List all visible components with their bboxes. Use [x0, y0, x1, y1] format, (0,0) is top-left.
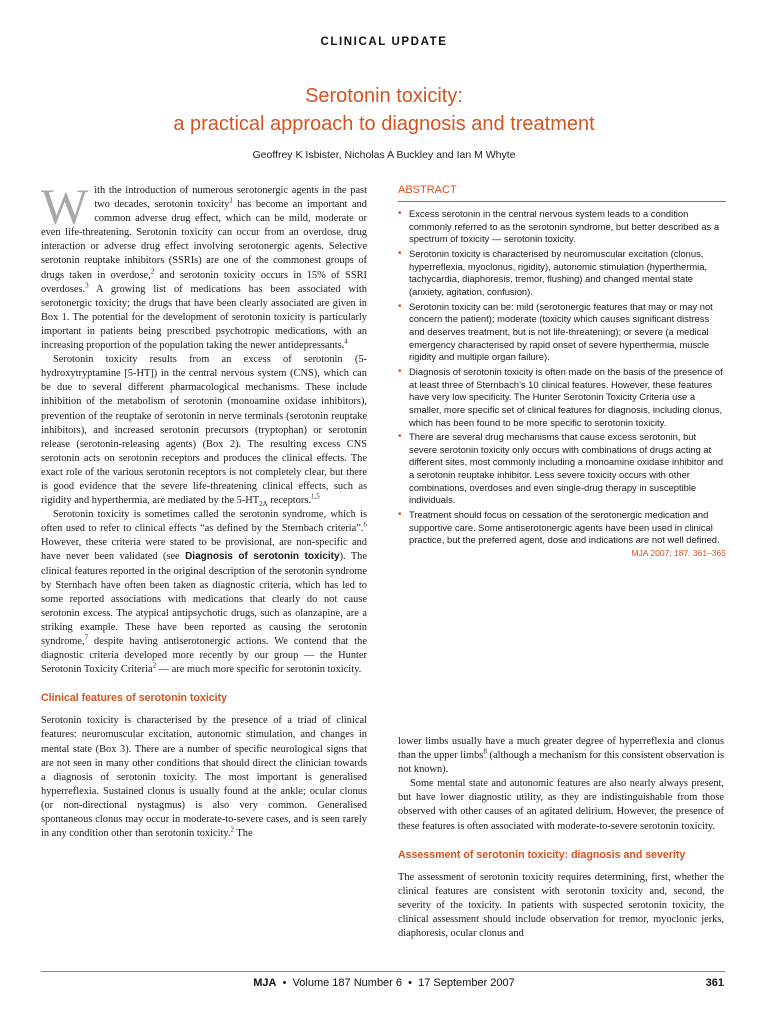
abstract-citation: MJA 2007; 187: 361–365: [631, 548, 726, 559]
ref: 8: [483, 747, 487, 756]
authors: Geoffrey K Isbister, Nicholas A Buckley and Ian M Whyte: [252, 149, 516, 161]
abstract-bullet: • Excess serotonin in the central nervous system leads to a condition commonly referred to as the serotonin syndrome, but better described as a spectrum of toxicity — serotonin toxicity.: [398, 208, 726, 246]
ref: 1,5: [310, 492, 320, 501]
ref: 7: [84, 633, 89, 642]
ref: 3: [85, 281, 89, 290]
abstract-box: [398, 184, 726, 558]
ref: 2: [150, 267, 155, 276]
abstract-list: [398, 208, 726, 547]
ref: 2: [230, 825, 234, 834]
abstract-bullet: • Treatment should focus on cessation of the serotonergic medication and supportive care. Some antiserotonergic agents have been used in clinical practice, but the preferred agent, dose and indications are not well defined.: [398, 509, 726, 547]
page-number: 361: [705, 977, 724, 989]
subheading-clinical-features: Clinical features of serotonin toxicity: [41, 692, 228, 705]
abstract-heading: ABSTRACT: [398, 184, 457, 196]
paragraph-limbs: lower limbs usually have a much greater degree of hyperreflexia and clonus than the upper limbs$^8$ (although a mechanism for this consistent observation is not known).: [398, 736, 724, 776]
paragraph-mental-state: Some mental state and autonomic features are also nearly always present, but have lower diagnostic utility, as they are indistinguishable from those observed with other causes of an agitated delirium. However, the presence of these features is often associated with moderate-to-severe serotonin toxicity.: [398, 778, 724, 832]
title-line-2: a practical approach to diagnosis and treatment: [173, 113, 595, 135]
cross-reference-link[interactable]: Diagnosis of serotonin toxicity: [185, 551, 340, 563]
title-line-1: Serotonin toxicity:: [305, 85, 463, 107]
right-column: [398, 735, 724, 941]
footer-bullet: •: [282, 977, 287, 989]
paragraph-sternbach: Serotonin toxicity is sometimes called the serotonin syndrome, which is often used to refer to clinical effects “as defined by the Sternbach criteria”.$^6$ However, these criteria were stated to be provisional, are non-specific and have never been validated (see Diagnosis of serotonin toxicity). The clinical features reported in the original description of the serotonin syndrome by Sternbach have often been taken as diagnostic criteria, which has led to some reported associations with medications that clearly do not cause serotonin excess. The atypical antipsychotic drugs, such as olanzapine, are a striking example. These have been reported as causing the serotonin syndrome,$^7$ despite having antiserotonergic actions. We contend that the diagnostic criteria developed more recently by our group — the Hunter Serotonin Toxicity Criteria$^2$ — are much more specific for serotonin toxicity.: [41, 509, 367, 676]
paragraph-clinical-features: Serotonin toxicity is characterised by the presence of a triad of clinical features: neuromuscular excitation, autonomic stimulation, and changes in mental state (Box 3). There are a number of specific neurological signs that are not seen in many other conditions that should direct the clinician towards a diagnosis of serotonin toxicity. The most important is generalised hyperreflexia. Sustained clonus is usually found at the ankle; ocular clonus (or non-directional nystagmus) is also very common. Generalised spontaneous clonus may occur in moderate-to-severe cases, and is seen rarely in any condition other than serotonin toxicity.$^2$ The: [41, 715, 367, 840]
article-title: [0, 82, 768, 138]
footer-divider: [41, 971, 725, 972]
drop-cap: W: [41, 178, 89, 234]
abstract-bullet: • Serotonin toxicity is characterised by neuromuscular excitation (clonus, hyperreflexia, myoclonus, rigidity), autonomic stimulation (hyperthermia, tachycardia, diaphoresis, tremor, flushing) and changed mental state (anxiety, agitation, confusion).: [398, 248, 726, 299]
abstract-bullet: • Serotonin toxicity can be: mild (serotonergic features that may or may not concern the patient); moderate (toxicity which causes significant distress and deserves treatment, but is not life-threatening); or severe (a medical emergency characterised by rapid onset of severe hyperthermia, muscle rigidity and multiple organ failure).: [398, 301, 726, 364]
issue-date: 17 September 2007: [418, 977, 515, 989]
ref: 4: [344, 337, 348, 346]
volume-info: Volume 187 Number 6: [292, 977, 403, 989]
ref: 6: [363, 520, 367, 529]
paragraph-intro: With the introduction of numerous serotonergic agents in the past two decades, serotonin toxicity$^1$ has become an important and common adverse drug effect, which can be mild, moderate or even life-threatening. Serotonin toxicity can occur from an overdose, drug interaction or adverse drug effect involving serotonergic agents. Selective serotonin reuptake inhibitors (SSRIs) are one of the commonest groups of drugs taken in overdose,$^2$ and serotonin toxicity occurs in 15% of SSRI overdoses.$^3$ A growing list of medications has been associated with serotonergic toxicity; the drugs that have been clearly associated are given in Box 1. The potential for the development of serotonin toxicity is particularly important in patients being prescribed psychotropic medications, with an increasing proportion of the population taking the newer antidepressants.$^4$: [41, 178, 368, 352]
section-label: CLINICAL UPDATE: [320, 36, 448, 48]
left-column: [41, 178, 368, 841]
ref: 2: [152, 661, 157, 670]
page-footer: [0, 977, 768, 989]
abstract-bullet: • Diagnosis of serotonin toxicity is often made on the basis of the presence of at least three of Sternbach’s 10 clinical features. However, these features have very low specificity. The Hunter Serotonin Toxicity Criteria use a smaller, more specific set of clinical features for diagnosis, including clonus, which has been found to be more specific to serotonin toxicity.: [398, 366, 726, 429]
paragraph-mechanisms: Serotonin toxicity results from an excess of serotonin (5-hydroxytryptamine [5-HT]) in the central nervous system (CNS), which can be due to several different pharmacological mechanisms. These include inhibition of the metabolism of serotonin (monoamine oxidase inhibitors), prevention of the reuptake of serotonin in nerve terminals (serotonin reuptake inhibitors), and increased serotonin precursors (tryptophan) or serotonin release (serotonin-releasing agents) (Box 2). The resulting excess CNS serotonin acts on serotonin receptors and produces the clinical effects. The exact role of the various serotonin receptors is not completely clear, but there is good evidence that the severe life-threatening clinical effects, such as rigidity and hyperthermia, are mediated by the $5-HT_{2A}$ receptors.$^{1,5}$: [41, 354, 367, 509]
abstract-divider: [398, 201, 726, 202]
abstract-bullet: • There are several drug mechanisms that cause excess serotonin, but severe serotonin toxicity only occurs with combinations of drugs acting at different sites, most commonly including a monoamine oxidase inhibitor and a serotonin reuptake inhibitor. Less severe toxicity occurs with other combinations, overdoses and even single-drug therapy in susceptible individuals.: [398, 431, 726, 507]
ref: 1: [229, 196, 233, 205]
footer-bullet: •: [408, 977, 412, 989]
journal-name: MJA: [253, 977, 277, 989]
paragraph-assessment: The assessment of serotonin toxicity requires determining, first, whether the clinical features are consistent with serotonin toxicity and, second, the severity of the toxicity. In patients with suspected serotonin toxicity, the clinical assessment should include observation for tremor, myoclonic jerks, diaphoresis, ocular clonus and: [398, 871, 724, 940]
subheading-assessment: Assessment of serotonin toxicity: diagnosis and severity: [398, 848, 686, 861]
